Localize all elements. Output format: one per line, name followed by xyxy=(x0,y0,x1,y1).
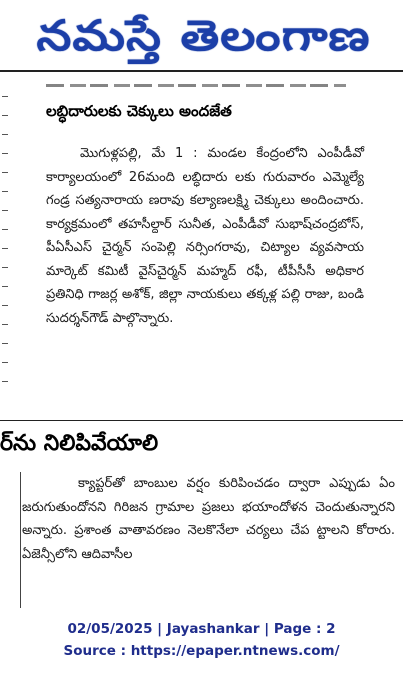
source-link[interactable]: Source : https://epaper.ntnews.com/ xyxy=(63,643,340,659)
edition-info: 02/05/2025 | Jayashankar | Page : 2 xyxy=(67,621,336,637)
column-edge-marks xyxy=(2,96,10,400)
second-article-body: క్యాప్టర్‌తో బాంబుల వర్షం కురిపించడం ద్వారా ఎప్పుడు ఏం జరుగుతుందోనని గిరిజన గ్రామాల ప్రజలు భయాందోళన చెందుతున్నారని అన్నారు. ప్రశాంత వాతావరణం నెలకొనేలా చర్యలు చేప ట్టాలని కోరారు. ఏజెన్సీలోని ఆదివాసీల xyxy=(22,476,395,562)
article-headline: లబ్ధిదారులకు చెక్కులు అందజేత xyxy=(46,102,232,120)
second-article-headline: ర్‌ను నిలిపివేయాలి xyxy=(0,431,159,456)
column-rule xyxy=(20,472,21,608)
masthead-divider xyxy=(0,70,403,72)
article-body: మొగుళ్లపల్లి, మే 1 : మండల కేంద్రంలోని ఎంపీడీవో కార్యాలయంలో 26మంది లబ్ధిదారు లకు గురువారం ఎమ్మెల్యే గండ్ర సత్యనారాయ ణరావు కల్యాణలక్ష్మి చెక్కులు అందించారు. కార్యక్రమంలో తహసీల్దార్ సునీత, ఎంపీడీవో సుభాష్‌చంద్రబోస్, పీఏసీఎస్ చైర్మన్ సంపెల్లి నర్సింగరావు, చిట్యాల వ్యవసాయ మార్కెట్ కమిటీ వైస్‌చైర్మన్ మహ్మద్ రఫీ, టీపీసీసీ అధికార ప్రతినిధి గాజర్ల అశోక్, జిల్లా నాయకులు తక్కళ్ల పల్లి రాజు, బండి సుదర్శన్‌గౌడ్ పాల్గొన్నారు. xyxy=(46,146,364,326)
cropped-text-line xyxy=(46,80,346,90)
section-divider xyxy=(0,420,403,421)
newspaper-masthead xyxy=(8,4,400,68)
clipping-footer xyxy=(0,618,403,662)
masthead-title: నమస్తే తెలంగాణ xyxy=(36,11,372,60)
